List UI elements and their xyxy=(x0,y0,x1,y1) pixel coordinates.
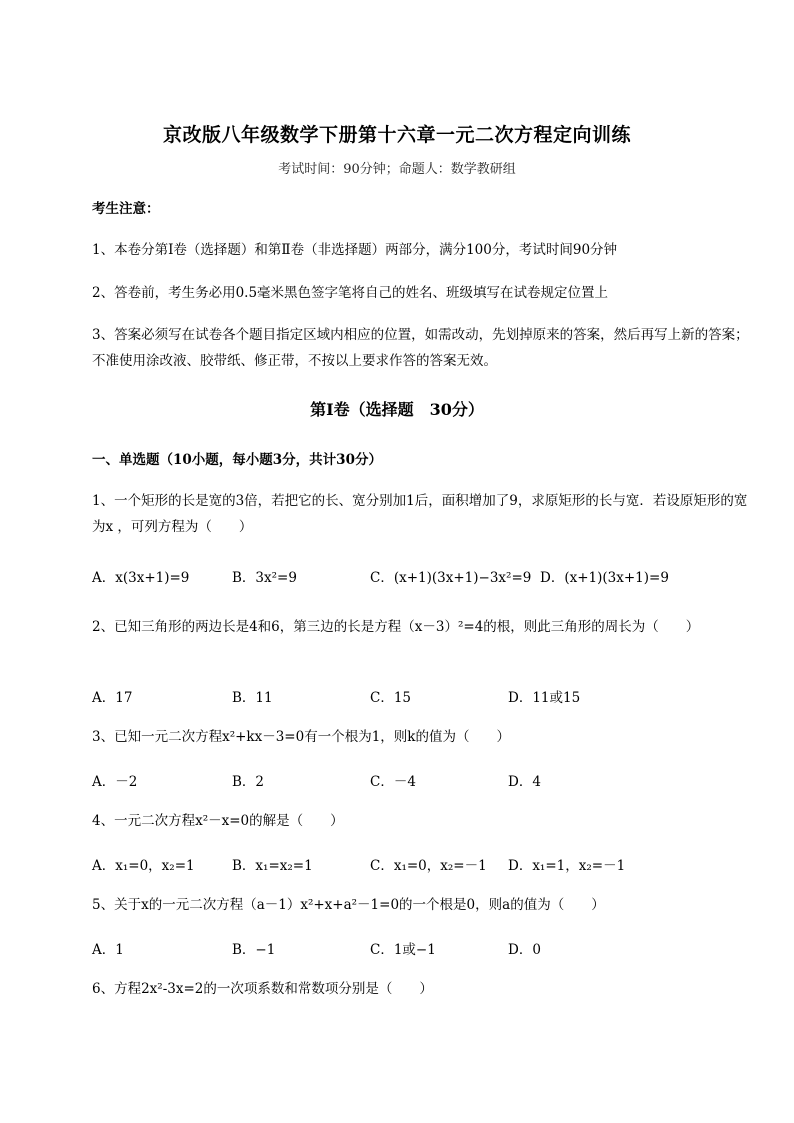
option-d: D．(x+1)(3x+1)=9 xyxy=(540,570,669,586)
note-item: 3、答案必须写在试卷各个题目指定区域内相应的位置，如需改动，先划掉原来的答案，然后再写上新的答案；不准使用涂改液、胶带纸、修正带，不按以上要求作答的答案无效。 xyxy=(92,327,749,369)
option-a: A．1 xyxy=(92,942,124,958)
option-c: C．15 xyxy=(370,690,412,706)
option-b: B．−1 xyxy=(232,942,276,958)
option-c: C．－4 xyxy=(370,774,416,790)
option-b: B．2 xyxy=(232,774,265,790)
question-options xyxy=(92,686,752,710)
option-a: A．x(3x+1)=9 xyxy=(92,570,190,586)
question-stem: 4、一元二次方程x²－x=0的解是（ ） xyxy=(92,813,344,829)
question-options xyxy=(92,566,752,590)
option-a: A．17 xyxy=(92,690,133,706)
section-title: 一、单选题（10小题，每小题3分，共计30分） xyxy=(92,452,382,468)
question-options xyxy=(92,770,752,794)
option-a: A．－2 xyxy=(92,774,138,790)
option-b: B．x₁=x₂=1 xyxy=(232,858,313,874)
question-stem: 5、关于x的一元二次方程（a－1）x²+x+a²－1=0的一个根是0，则a的值为（ ） xyxy=(92,897,605,913)
note-item: 2、答卷前，考生务必用0.5毫米黑色签字笔将自己的姓名、班级填写在试卷规定位置上 xyxy=(92,285,609,301)
option-d: D．11或15 xyxy=(508,690,581,706)
option-d: D．0 xyxy=(508,942,541,958)
question-options xyxy=(92,854,752,878)
option-c: C．x₁=0，x₂=－1 xyxy=(370,858,487,874)
option-d: D．4 xyxy=(508,774,541,790)
option-a: A．x₁=0，x₂=1 xyxy=(92,858,195,874)
page-title: 京改版八年级数学下册第十六章一元二次方程定向训练 xyxy=(162,124,631,146)
question-stem: 6、方程2x²-3x=2的一次项系数和常数项分别是（ ） xyxy=(92,981,433,997)
question-stem: 3、已知一元二次方程x²+kx－3=0有一个根为1，则k的值为（ ） xyxy=(92,729,510,745)
exam-info: 考试时间：90分钟；命题人：数学教研组 xyxy=(278,162,516,177)
question-stem: 1、一个矩形的长是宽的3倍，若把它的长、宽分别加1后，面积增加了9，求原矩形的长与宽．若设原矩形的宽为x ，可列方程为（ ） xyxy=(92,493,748,535)
notes-heading: 考生注意： xyxy=(92,201,160,217)
part-title: 第I卷（选择题 30分） xyxy=(310,400,484,419)
option-c: C．1或−1 xyxy=(370,942,436,958)
note-item: 1、本卷分第I卷（选择题）和第Ⅱ卷（非选择题）两部分，满分100分，考试时间90分钟 xyxy=(92,242,618,258)
option-d: D．x₁=1，x₂=－1 xyxy=(508,858,626,874)
option-b: B．11 xyxy=(232,690,273,706)
question-stem: 2、已知三角形的两边长是4和6，第三边的长是方程（x－3）²=4的根，则此三角形的周长为（ ） xyxy=(92,619,700,635)
question-options xyxy=(92,938,752,962)
option-c: C．(x+1)(3x+1)−3x²=9 xyxy=(370,570,532,586)
option-b: B．3x²=9 xyxy=(232,570,297,586)
